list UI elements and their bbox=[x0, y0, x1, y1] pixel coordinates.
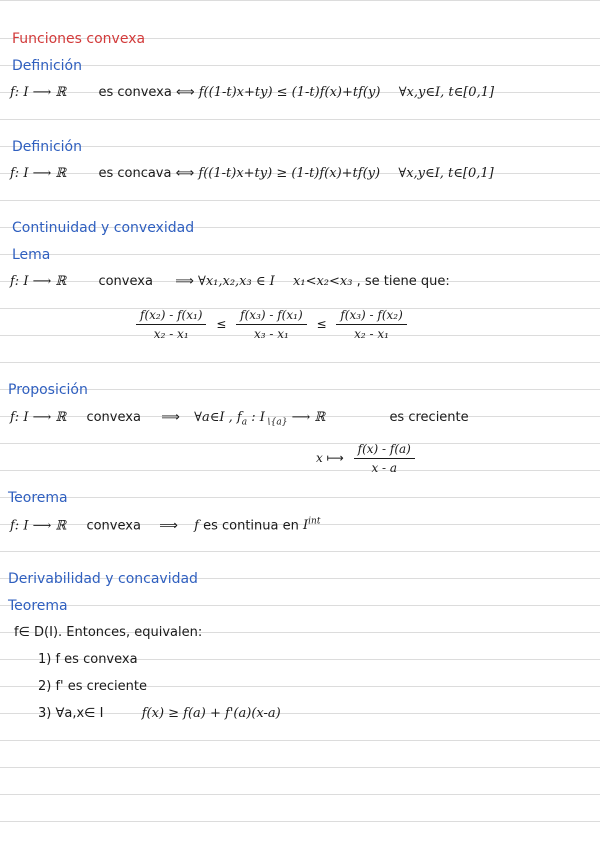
prop-map-fraction bbox=[354, 442, 415, 475]
lema-frac1-denominator: x₂ - x₁ bbox=[153, 327, 189, 341]
teorema-1-heading: Teorema bbox=[8, 490, 68, 506]
proposicion-heading: Proposición bbox=[8, 382, 88, 398]
lema-implies: ⟹ bbox=[175, 274, 194, 289]
definition-2-heading: Definición bbox=[12, 139, 82, 155]
def1-iff: ⟺ bbox=[175, 85, 195, 100]
lema-fraction-3 bbox=[336, 308, 406, 341]
section-continuidad-heading: Continuidad y convexidad bbox=[12, 220, 195, 236]
lema-inequality bbox=[130, 308, 413, 341]
lema-heading: Lema bbox=[12, 247, 51, 263]
lema-order: x₁<x₂<x₃ bbox=[293, 274, 353, 289]
lema-lhs: f: I ⟶ ℝ bbox=[10, 274, 67, 289]
prop-fa: $f_a$ bbox=[236, 410, 248, 428]
proposicion-statement bbox=[10, 410, 469, 428]
lema-frac3-numerator: f(x₃) - f(x₂) bbox=[336, 308, 406, 325]
teorema-1-statement bbox=[10, 517, 320, 533]
lema-le-2: ≤ bbox=[316, 317, 327, 331]
def2-word: es concava bbox=[98, 166, 172, 181]
def1-lhs: f: I ⟶ ℝ bbox=[10, 85, 67, 100]
prop-forall: ∀a∈I , bbox=[194, 410, 233, 425]
lema-tail: , se tiene que: bbox=[356, 274, 450, 289]
prop-domain: : $I_{∖\{a\}}$ bbox=[251, 410, 288, 428]
teorema-2-item-2: 2) f' es creciente bbox=[38, 679, 147, 694]
def2-formula: f((1-t)x+ty) ≥ (1-t)f(x)+tf(y) bbox=[198, 166, 381, 181]
prop-arrow: ⟶ ℝ bbox=[291, 410, 326, 425]
prop-word: convexa bbox=[86, 410, 141, 425]
lema-frac3-denominator: x₂ - x₁ bbox=[354, 327, 389, 341]
teo1-implies: ⟹ bbox=[159, 518, 178, 534]
teo1-lhs: f: I ⟶ ℝ bbox=[10, 518, 67, 534]
main-heading: Funciones convexa bbox=[12, 31, 146, 47]
definition-1-heading: Definición bbox=[12, 58, 82, 74]
teo1-word: convexa bbox=[86, 518, 141, 534]
lema-statement bbox=[10, 274, 450, 289]
definition-2-statement bbox=[10, 166, 494, 181]
proposicion-mapping bbox=[316, 442, 421, 475]
teo1-result: es continua en bbox=[203, 518, 299, 534]
lema-le-1: ≤ bbox=[216, 317, 227, 331]
prop-lhs: f: I ⟶ ℝ bbox=[10, 410, 67, 425]
section-derivabilidad-heading: Derivabilidad y concavidad bbox=[8, 571, 198, 587]
teorema-2-item-1: 1) f es convexa bbox=[38, 652, 138, 667]
definition-1-statement bbox=[10, 85, 494, 100]
teorema-2-intro: f∈ D(I). Entonces, equivalen: bbox=[14, 625, 203, 640]
def1-quantifier: ∀x,y∈I, t∈[0,1] bbox=[398, 85, 495, 100]
prop-map-x: x bbox=[316, 451, 323, 465]
prop-implies: ⟹ bbox=[161, 410, 180, 425]
teo1-set: $I^{int}$ bbox=[303, 517, 321, 534]
lema-word: convexa bbox=[98, 274, 153, 289]
teo1-f: f bbox=[194, 518, 199, 534]
lema-condition: ∀x₁,x₂,x₃ ∈ I bbox=[197, 274, 275, 289]
def1-formula: f((1-t)x+ty) ≤ (1-t)f(x)+tf(y) bbox=[198, 85, 381, 100]
prop-map-denominator: x - a bbox=[371, 461, 398, 475]
def2-iff: ⟺ bbox=[175, 166, 195, 181]
def2-lhs: f: I ⟶ ℝ bbox=[10, 166, 67, 181]
def2-quantifier: ∀x,y∈I, t∈[0,1] bbox=[398, 166, 494, 181]
def1-word: es convexa bbox=[98, 85, 172, 100]
lema-frac2-numerator: f(x₃) - f(x₁) bbox=[236, 308, 306, 325]
teorema-2-heading: Teorema bbox=[8, 598, 68, 614]
lema-frac1-numerator: f(x₂) - f(x₁) bbox=[136, 308, 206, 325]
prop-map-arrow: ⟼ bbox=[326, 451, 344, 465]
prop-map-numerator: f(x) - f(a) bbox=[354, 442, 415, 459]
lema-fraction-2 bbox=[236, 308, 306, 341]
teo2-item3-quant: 3) ∀a,x∈ I bbox=[38, 706, 104, 721]
teo2-item3-formula: f(x) ≥ f(a) + f'(a)(x-a) bbox=[141, 706, 281, 721]
prop-result: es creciente bbox=[389, 410, 469, 425]
lema-frac2-denominator: x₃ - x₁ bbox=[253, 327, 289, 341]
lema-fraction-1 bbox=[136, 308, 206, 341]
teorema-2-item-3 bbox=[38, 706, 281, 721]
